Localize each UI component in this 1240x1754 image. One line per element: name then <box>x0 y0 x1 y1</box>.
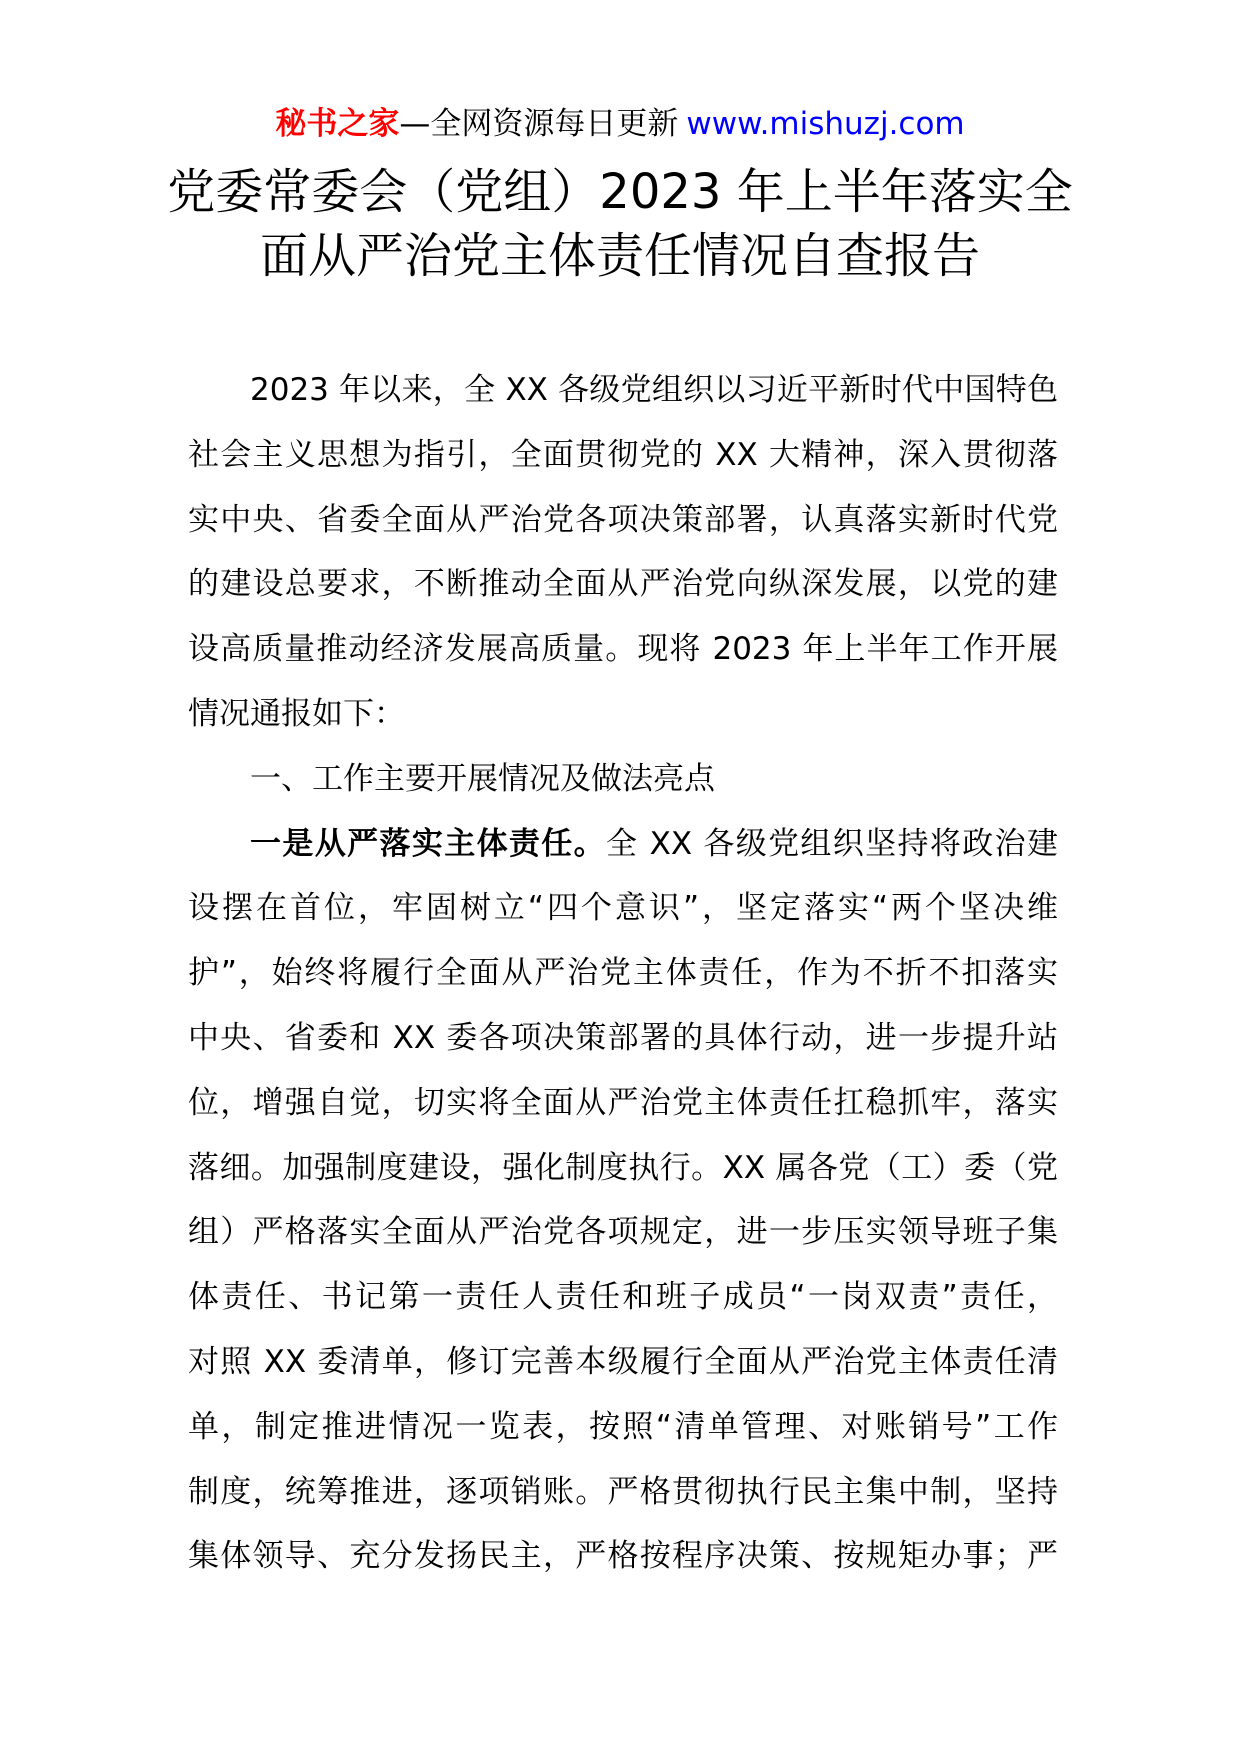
document-body <box>188 358 1058 1589</box>
paragraph-lead-rest: 全 XX 各级党组织坚持将政治建 <box>606 825 1059 862</box>
body-line: 护”，始终将履行全面从严治党主体责任，作为不折不扣落实 <box>188 955 1058 992</box>
body-line: 组）严格落实全面从严治党各项规定，进一步压实领导班子集 <box>188 1214 1058 1251</box>
body-line <box>188 812 1058 877</box>
site-url-link[interactable]: www.mishuzj.com <box>686 106 965 142</box>
body-line: 设高质量推动经济发展高质量。现将 2023 年上半年工作开展 <box>188 631 1058 668</box>
source-header <box>0 104 1240 144</box>
body-line: 实中央、省委全面从严治党各项决策部署，认真落实新时代党 <box>188 501 1058 538</box>
body-line: 制度，统筹推进，逐项销账。严格贯彻执行民主集中制，坚持 <box>188 1473 1058 1510</box>
paragraph-lead-bold: 一是从严落实主体责任。 <box>250 825 607 862</box>
body-line: 落细。加强制度建设，强化制度执行。XX 属各党（工）委（党 <box>188 1149 1058 1186</box>
body-line: 情况通报如下： <box>188 695 405 732</box>
body-line: 2023 年以来，全 XX 各级党组织以习近平新时代中国特色 <box>250 372 1058 408</box>
body-line: 位，增强自觉，切实将全面从严治党主体责任扛稳抓牢，落实 <box>188 1084 1058 1121</box>
paragraph-intro <box>188 358 1058 747</box>
section-heading: 一、工作主要开展情况及做法亮点 <box>250 760 715 797</box>
body-line: 体责任、书记第一责任人责任和班子成员“一岗双责”责任， <box>188 1279 1058 1316</box>
body-line: 的建设总要求，不断推动全面从严治党向纵深发展，以党的建 <box>188 566 1058 603</box>
body-line: 单，制定推进情况一览表，按照“清单管理、对账销号”工作 <box>188 1408 1058 1445</box>
paragraph-responsibility <box>188 812 1058 1590</box>
body-line: 设摆在首位，牢固树立“四个意识”，坚定落实“两个坚决维 <box>188 890 1058 927</box>
title-line-2: 面从严治党主体责任情况自查报告 <box>259 228 980 284</box>
title-line-1: 党委常委会（党组）2023 年上半年落实全 <box>167 164 1073 220</box>
body-line: 对照 XX 委清单，修订完善本级履行全面从严治党主体责任清 <box>188 1343 1058 1380</box>
body-line: 社会主义思想为指引，全面贯彻党的 XX 大精神，深入贯彻落 <box>188 436 1058 473</box>
document-title <box>150 160 1090 288</box>
body-line: 中央、省委和 XX 委各项决策部署的具体行动，进一步提升站 <box>188 1019 1058 1056</box>
header-tagline: —全网资源每日更新 <box>399 106 679 142</box>
brand-name: 秘书之家 <box>275 106 400 142</box>
body-line: 集体领导、充分发扬民主，严格按程序决策、按规矩办事；严 <box>188 1538 1058 1575</box>
